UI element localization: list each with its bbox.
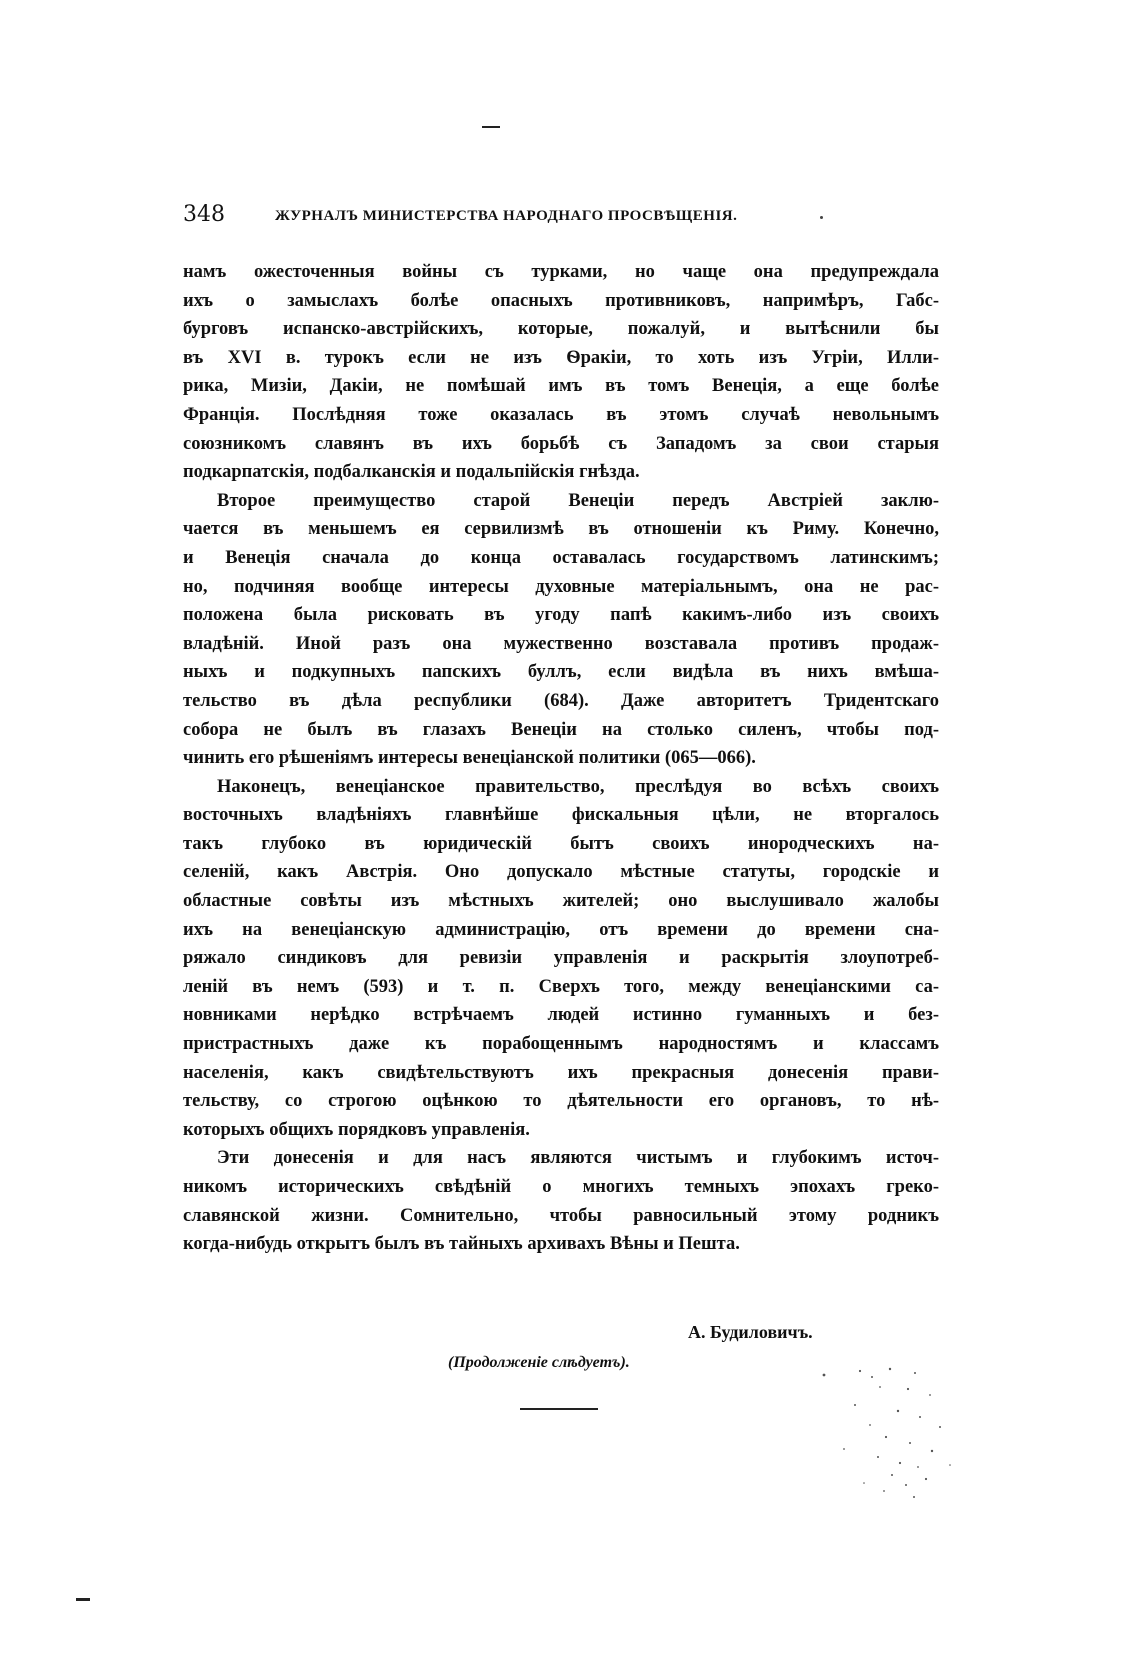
text-line: восточныхъ владѣніяхъ главнѣйше фискальныя цѣли, не вторгалось	[183, 805, 939, 826]
text-line: но, подчиняя вообще интересы духовные матеріальнымъ, она не рас-	[183, 576, 939, 597]
text-line: подкарпатскія, подбалканскія и подальпійскія гнѣзда.	[183, 462, 640, 483]
author-signature: А. Будиловичъ.	[688, 1322, 813, 1342]
text-line: Наконецъ, венеціанское правительство, преслѣдуя во всѣхъ своихъ	[217, 776, 939, 797]
text-line: леній въ немъ (593) и т. п. Сверхъ того, между венеціанскими са-	[183, 976, 939, 997]
text-line: бурговъ испанско-австрійскихъ, которые, пожалуй, и вытѣснили бы	[183, 319, 939, 340]
paragraph-1	[183, 258, 939, 487]
paragraph-2	[183, 487, 939, 773]
text-line: такъ глубоко въ юридическій бытъ своихъ инородческихъ на-	[183, 833, 939, 854]
text-line: которыхъ общихъ порядковъ управленія.	[183, 1119, 530, 1140]
text-line: положена была рисковать въ угоду папѣ какимъ-либо изъ своихъ	[183, 605, 939, 626]
text-line: пристрастныхъ даже къ порабощеннымъ народностямъ и классамъ	[183, 1034, 939, 1055]
text-line: ихъ на венеціанскую администрацію, отъ времени до времени сна-	[183, 919, 939, 940]
text-line: владѣній. Иной разъ она мужественно возставала противъ продаж-	[183, 633, 939, 654]
paragraph-3	[183, 773, 939, 1145]
running-head: ЖУРНАЛЪ МИНИСТЕРСТВА НАРОДНАГО ПРОСВѢЩЕНІЯ.	[275, 208, 738, 224]
text-line: чинить его рѣшеніямъ интересы венеціанской политики (065—066).	[183, 748, 756, 769]
text-line: намъ ожесточенныя войны съ турками, но чаще она предупреждала	[183, 262, 939, 282]
text-line: тельство въ дѣла республики (684). Даже авторитетъ Тридентскаго	[183, 690, 939, 711]
text-line: никомъ историческихъ свѣдѣній о многихъ темныхъ эпохахъ греко-	[183, 1177, 939, 1197]
page-header	[183, 202, 943, 232]
text-line: ихъ о замыслахъ болѣе опасныхъ противниковъ, напримѣръ, Габс-	[183, 290, 939, 311]
text-line: населенія, какъ свидѣтельствуютъ ихъ прекрасныя донесенія прави-	[183, 1062, 939, 1083]
body-text	[183, 258, 939, 1259]
scan-specks	[820, 1365, 980, 1515]
text-line: Франція. Послѣдняя тоже оказалась въ этомъ случаѣ невольнымъ	[183, 404, 939, 425]
text-line: селеній, какъ Австрія. Оно допускало мѣстные статуты, городскіе и	[183, 862, 939, 883]
text-line: чается въ меньшемъ ея сервилизмѣ въ отношеніи къ Риму. Конечно,	[183, 519, 939, 540]
text-line: Эти донесенія и для насъ являются чистымъ и глубокимъ источ-	[217, 1148, 939, 1169]
text-line: новниками нерѣдко встрѣчаемъ людей истинно гуманныхъ и без-	[183, 1005, 939, 1026]
page-number: 348	[183, 202, 225, 227]
text-line: рика, Мизіи, Дакіи, не помѣшай имъ въ томъ Венеція, а еще болѣе	[183, 376, 939, 397]
text-line: тельству, со строгою оцѣнкою то дѣятельности его органовъ, то нѣ-	[183, 1091, 939, 1112]
text-line: въ XVI в. турокъ если не изъ Ѳракіи, то хоть изъ Угріи, Илли-	[183, 347, 939, 368]
text-line: союзникомъ славянъ въ ихъ борьбѣ съ Западомъ за свои старыя	[183, 433, 939, 454]
text-line: собора не былъ въ глазахъ Венеціи на столько силенъ, чтобы под-	[183, 719, 939, 740]
text-line: ныхъ и подкупныхъ папскихъ буллъ, если видѣла въ нихъ вмѣша-	[183, 662, 939, 683]
text-line: и Венеція сначала до конца оставалась государствомъ латинскимъ;	[183, 547, 939, 568]
paragraph-4	[183, 1144, 939, 1258]
ink-dot	[820, 216, 823, 219]
margin-mark	[76, 1598, 90, 1601]
end-rule	[520, 1408, 598, 1410]
continued-note: (Продолженіе слѣдуетъ).	[448, 1354, 630, 1371]
text-line: славянской жизни. Сомнительно, чтобы равносильный этому родникъ	[183, 1205, 939, 1226]
text-line: когда-нибудь открытъ былъ въ тайныхъ архивахъ Вѣны и Пешта.	[183, 1234, 740, 1255]
text-line: Второе преимущество старой Венеціи передъ Австріей заклю-	[217, 490, 939, 511]
text-line: областные совѣты изъ мѣстныхъ жителей; оно выслушивало жалобы	[183, 891, 939, 912]
text-line: ряжало синдиковъ для ревизіи управленія и раскрытія злоупотреб-	[183, 948, 939, 969]
top-dash	[482, 126, 500, 128]
